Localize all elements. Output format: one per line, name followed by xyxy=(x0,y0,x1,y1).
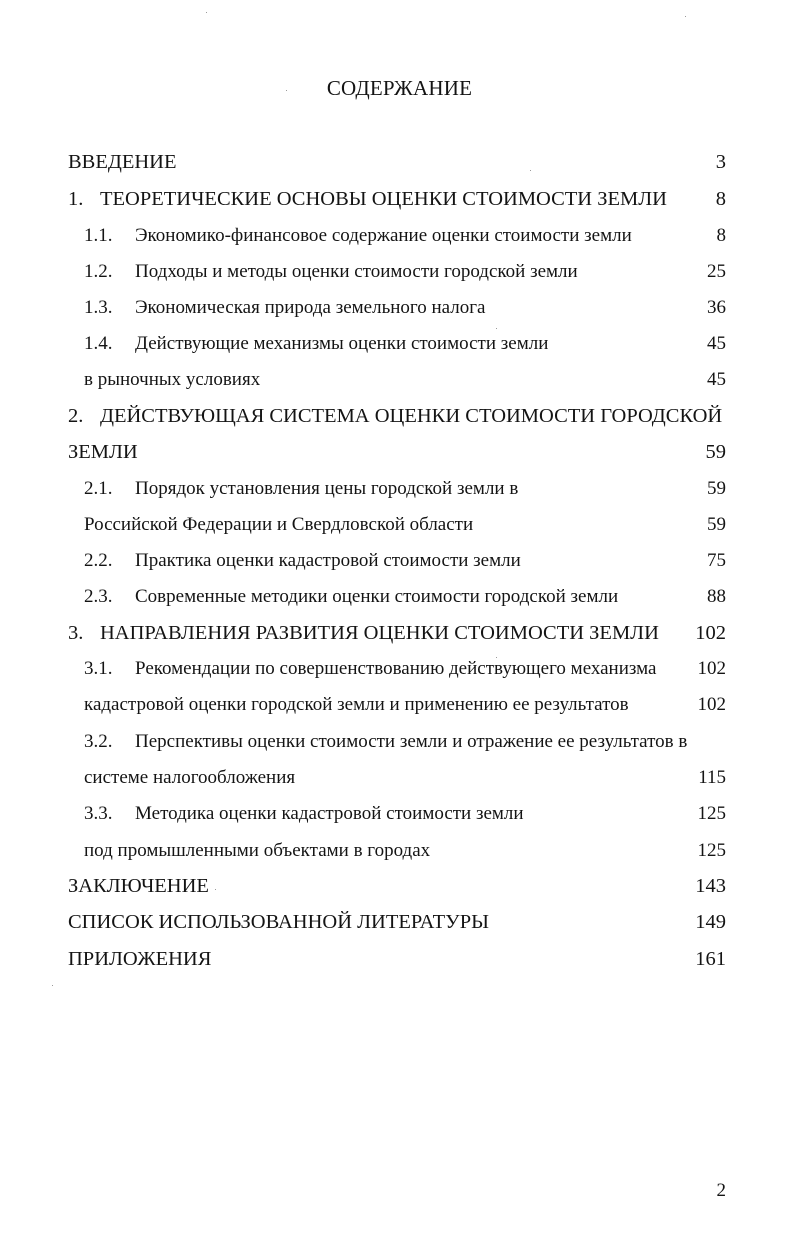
toc-entry-number: 3. xyxy=(68,622,84,644)
scan-speck xyxy=(496,657,497,658)
page-title: СОДЕРЖАНИЕ xyxy=(326,76,473,100)
toc-entry-number: 1. xyxy=(68,188,84,210)
scan-speck xyxy=(215,889,216,890)
toc-entry-page: 161 xyxy=(695,948,726,970)
scan-speck xyxy=(206,12,207,13)
scan-speck xyxy=(286,90,287,91)
toc-row xyxy=(0,582,799,612)
scan-speck xyxy=(496,328,497,329)
toc-entry-page: 8 xyxy=(715,188,726,210)
toc-row xyxy=(0,293,799,323)
scan-speck xyxy=(685,16,686,17)
toc-entry-page: 149 xyxy=(695,911,726,933)
toc-row xyxy=(0,836,799,866)
toc-entry-text: ВВЕДЕНИЕ xyxy=(68,151,177,173)
toc-entry-number: 3.1. xyxy=(84,658,113,679)
toc-row xyxy=(0,401,799,431)
toc-entry-number: 2.3. xyxy=(84,586,113,607)
toc-entry-page: 45 xyxy=(707,369,726,390)
scan-speck xyxy=(52,985,53,986)
toc-entry-page: 75 xyxy=(707,550,726,571)
toc-row xyxy=(0,437,799,467)
toc-entry-number: 1.3. xyxy=(84,297,113,318)
toc-entry-text: Рекомендации по совершенствованию действующего механизма xyxy=(135,658,657,679)
toc-entry-text: под промышленными объектами в городах xyxy=(84,840,431,861)
toc-entry-page: 8 xyxy=(716,225,726,246)
toc-row xyxy=(0,871,799,901)
toc-entry-page: 59 xyxy=(707,478,726,499)
toc-entry-text: ПРИЛОЖЕНИЯ xyxy=(68,948,212,970)
toc-entry-page: 143 xyxy=(695,875,726,897)
toc-entry-text: Перспективы оценки стоимости земли и отражение ее результатов в xyxy=(135,731,688,752)
page-number: 2 xyxy=(716,1180,726,1201)
toc-row xyxy=(0,763,799,793)
toc-entry-page: 45 xyxy=(707,333,726,354)
toc-entry-text: Российской Федерации и Свердловской области xyxy=(84,514,474,535)
toc-entry-text: ЗАКЛЮЧЕНИЕ xyxy=(68,875,209,897)
toc-row xyxy=(0,365,799,395)
toc-row xyxy=(0,654,799,684)
toc-entry-text: Практика оценки кадастровой стоимости земли xyxy=(135,550,521,571)
toc-entry-number: 2.1. xyxy=(84,478,113,499)
toc-entry-text: в рыночных условиях xyxy=(84,369,261,390)
toc-entry-text: кадастровой оценки городской земли и применению ее результатов xyxy=(84,694,629,715)
toc-row xyxy=(0,221,799,251)
toc-entry-text: ТЕОРЕТИЧЕСКИЕ ОСНОВЫ ОЦЕНКИ СТОИМОСТИ ЗЕМЛИ xyxy=(100,188,667,210)
toc-entry-number: 2.2. xyxy=(84,550,113,571)
toc-entry-number: 2. xyxy=(68,405,84,427)
toc-row xyxy=(0,727,799,757)
toc-entry-number: 3.3. xyxy=(84,803,113,824)
toc-entry-text: Методика оценки кадастровой стоимости земли xyxy=(135,803,524,824)
toc-entry-text: НАПРАВЛЕНИЯ РАЗВИТИЯ ОЦЕНКИ СТОИМОСТИ ЗЕМЛИ xyxy=(100,622,659,644)
toc-entry-page: 25 xyxy=(707,261,726,282)
toc-entry-number: 3.2. xyxy=(84,731,113,752)
toc-entry-text: ЗЕМЛИ xyxy=(68,441,138,463)
toc-entry-page: 102 xyxy=(697,658,726,679)
toc-row xyxy=(0,944,799,974)
toc-entry-page: 115 xyxy=(698,767,726,788)
toc-row xyxy=(0,799,799,829)
toc-row xyxy=(0,257,799,287)
toc-entry-page: 102 xyxy=(695,622,726,644)
toc-entry-text: Экономическая природа земельного налога xyxy=(135,297,486,318)
toc-entry-number: 1.2. xyxy=(84,261,113,282)
toc-entry-text: Действующие механизмы оценки стоимости земли xyxy=(135,333,549,354)
toc-entry-text: системе налогообложения xyxy=(84,767,296,788)
toc-row xyxy=(0,618,799,648)
toc-entry-page: 59 xyxy=(705,441,726,463)
toc-row xyxy=(0,474,799,504)
toc-entry-page: 3 xyxy=(715,151,726,173)
toc-entry-text: СПИСОК ИСПОЛЬЗОВАННОЙ ЛИТЕРАТУРЫ xyxy=(68,911,489,933)
toc-entry-text: Современные методики оценки стоимости городской земли xyxy=(135,586,619,607)
toc-entry-page: 88 xyxy=(707,586,726,607)
toc-entry-text: Порядок установления цены городской земли в xyxy=(135,478,519,499)
toc-row xyxy=(0,184,799,214)
toc-entry-page: 125 xyxy=(697,840,726,861)
toc-entry-page: 125 xyxy=(697,803,726,824)
toc-row xyxy=(0,510,799,540)
toc-entry-page: 59 xyxy=(707,514,726,535)
toc-entry-number: 1.1. xyxy=(84,225,113,246)
toc-row xyxy=(0,690,799,720)
toc-entry-number: 1.4. xyxy=(84,333,113,354)
toc-row xyxy=(0,147,799,177)
toc-entry-text: Подходы и методы оценки стоимости городской земли xyxy=(135,261,578,282)
scan-speck xyxy=(530,170,531,171)
toc-entry-page: 36 xyxy=(707,297,726,318)
toc-row xyxy=(0,546,799,576)
toc-entry-page: 102 xyxy=(697,694,726,715)
toc-entry-text: Экономико-финансовое содержание оценки стоимости земли xyxy=(135,225,632,246)
toc-row xyxy=(0,329,799,359)
toc-entry-text: ДЕЙСТВУЮЩАЯ СИСТЕМА ОЦЕНКИ СТОИМОСТИ ГОРОДСКОЙ xyxy=(100,405,723,427)
toc-row xyxy=(0,907,799,937)
